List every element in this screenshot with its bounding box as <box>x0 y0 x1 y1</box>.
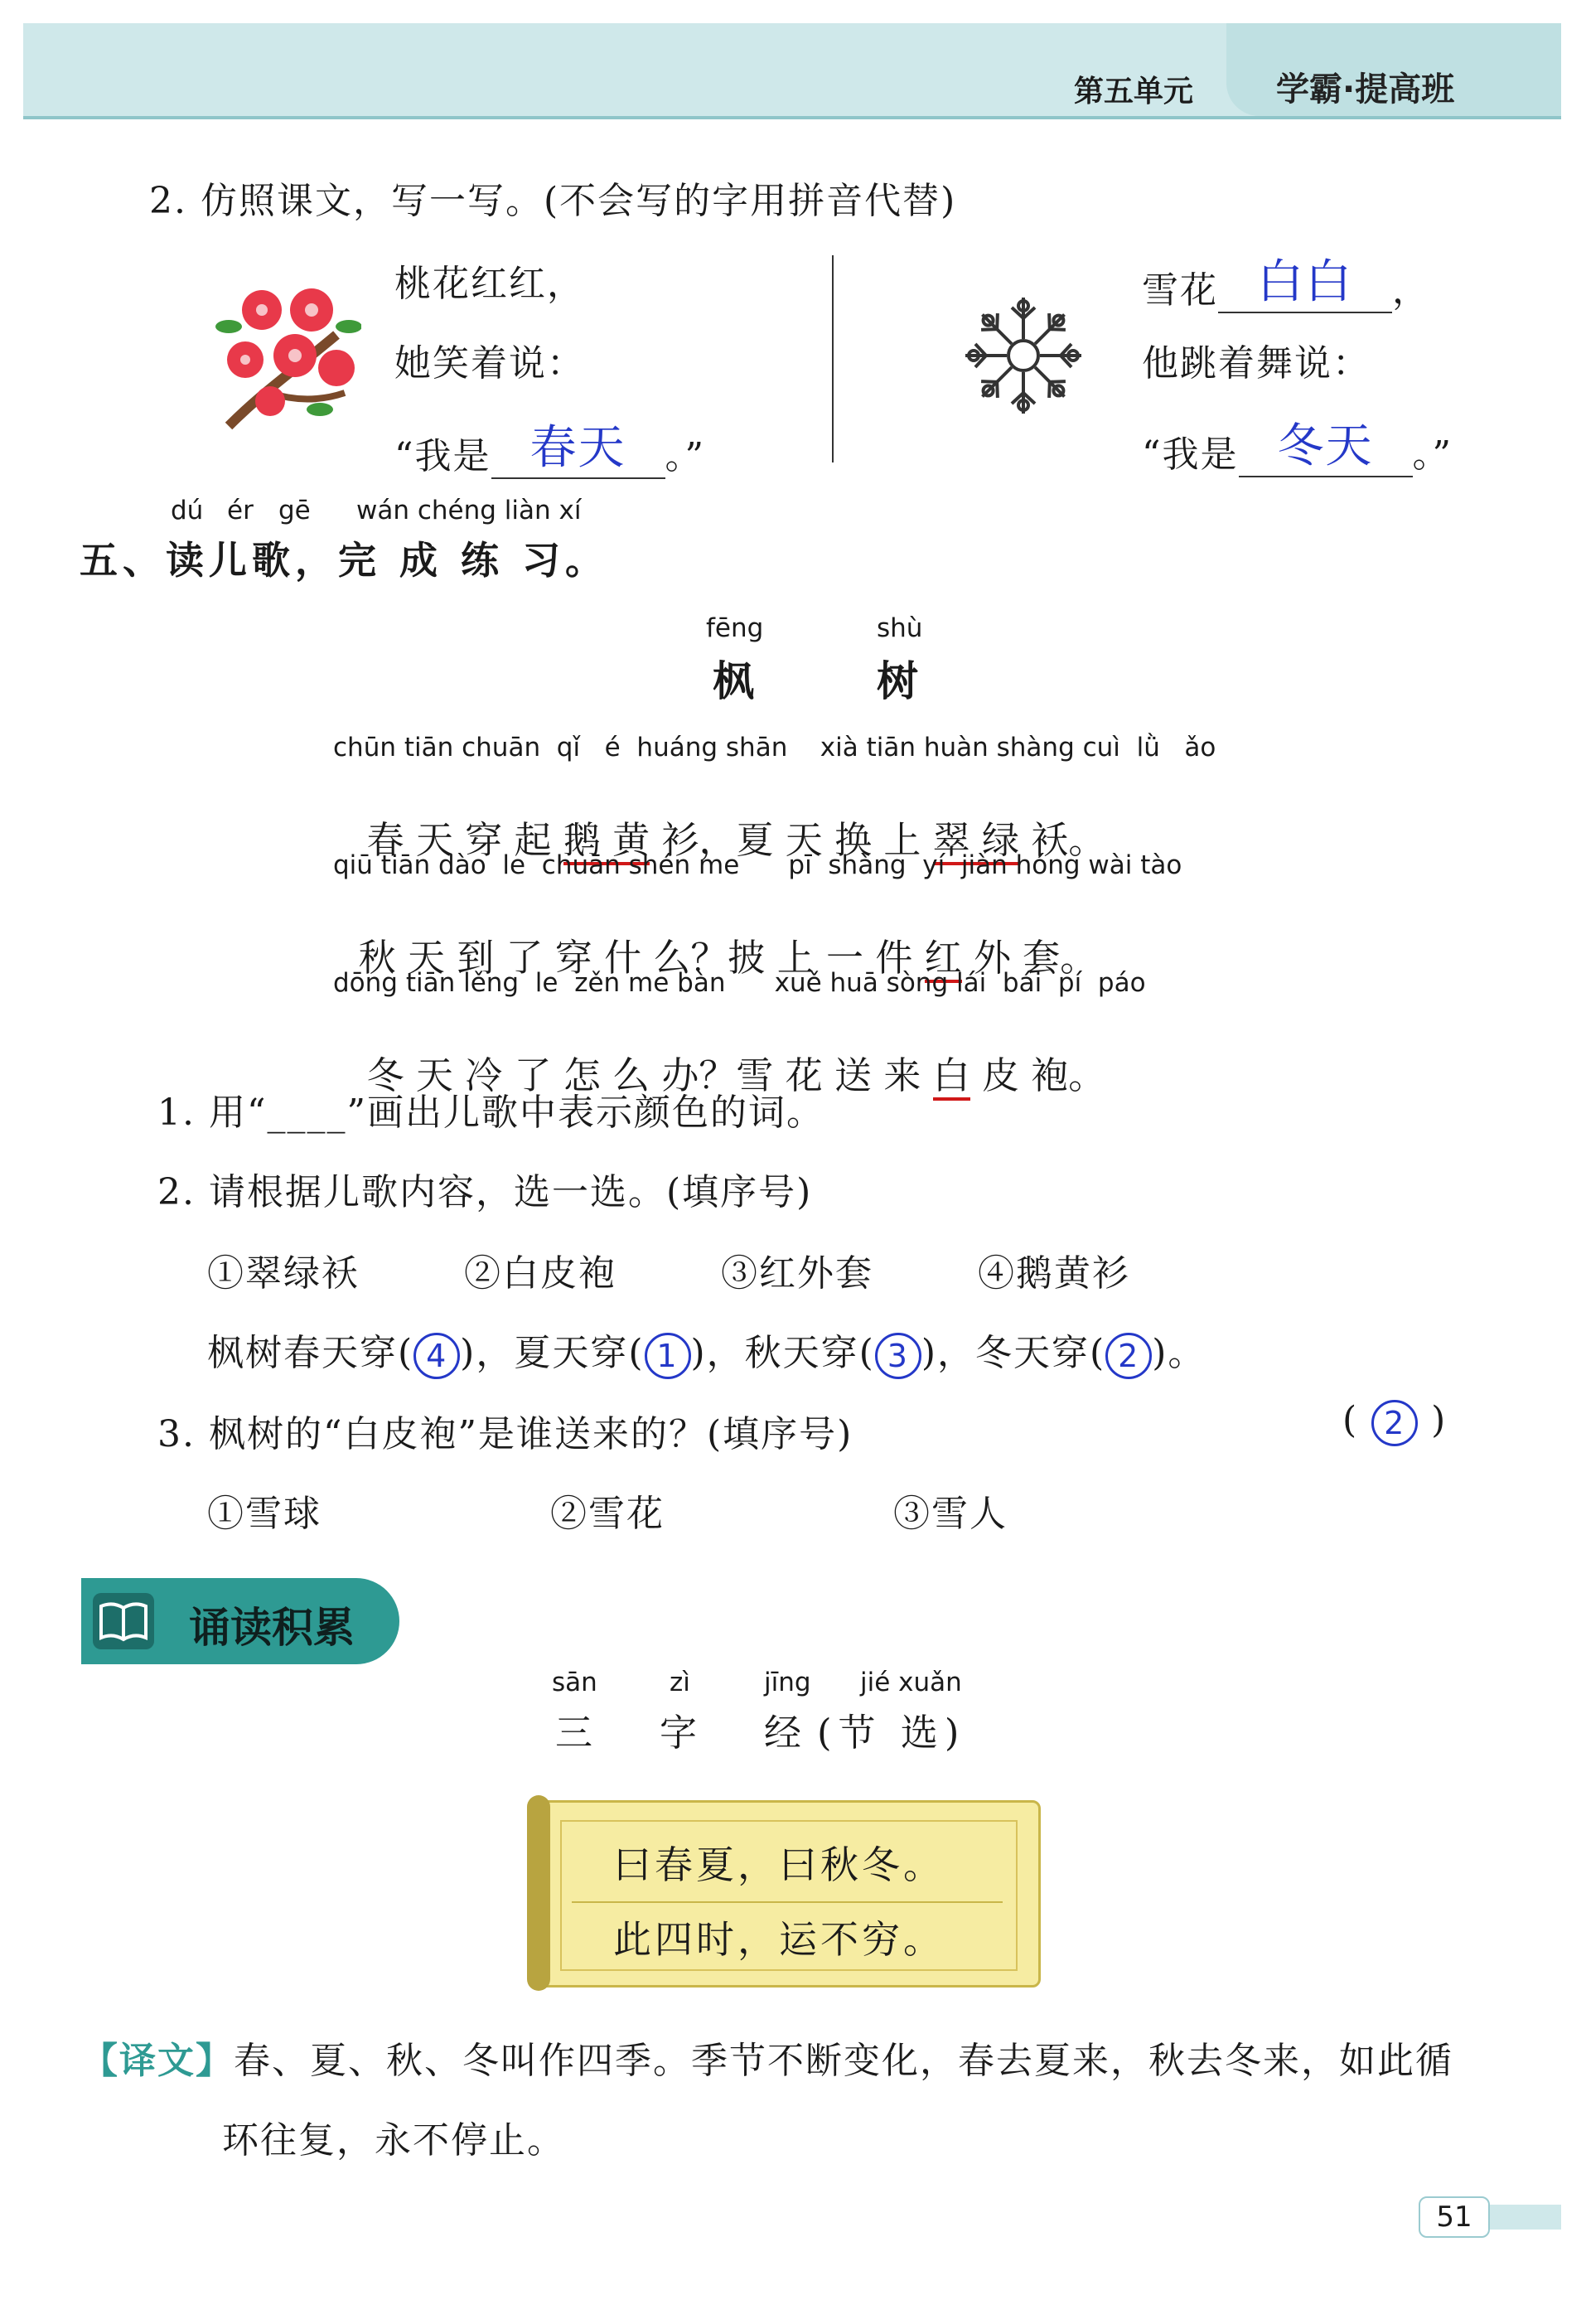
q2-prompt: 2. 仿照课文，写一写。(不会写的字用拼音代替) <box>149 180 957 222</box>
answer-autumn-choice: 3 <box>875 1333 921 1379</box>
poem-line3: 冬 天 冷 了 怎 么 办？雪 花 送 来 白 皮 袍。 <box>343 1001 1105 1099</box>
answer-winter: 冬天 <box>1277 419 1374 473</box>
scroll-rod <box>527 1795 550 1991</box>
brand-label: 学霸·提高班 <box>1276 70 1455 109</box>
translation-line-1: 【译文】春、夏、秋、冬叫作四季。季节不断变化，春去夏来，秋去冬来，如此循 <box>81 2040 1453 2082</box>
divider <box>832 255 834 462</box>
heading-pinyin-2: ér <box>227 496 254 525</box>
q2-option-3: ③红外套 <box>721 1252 873 1295</box>
right-line1: 雪花 白白 ， <box>1142 245 1430 313</box>
title-pinyin-shu: shù <box>877 613 923 643</box>
right-line2: 他跳着舞说： <box>1142 342 1371 385</box>
poem-line2: 秋 天 到 了 穿 什 么？披 上 一 件 红 外 套。 <box>335 884 1097 981</box>
heading-pinyin-4: wán chéng liàn xí <box>356 496 582 525</box>
answer-spring-choice: 4 <box>413 1333 460 1379</box>
sz-pinyin-4: jié xuǎn <box>860 1668 962 1697</box>
underline-red: 红 <box>925 936 962 983</box>
left-line3: “我是 春天 。” <box>394 411 705 479</box>
verse-line-1: 曰春夏，曰秋冬。 <box>613 1842 945 1887</box>
section5-heading: 五、读儿歌，完 成 练 习。 <box>80 538 609 583</box>
q3-answer-box: ( 2 ) <box>1342 1399 1447 1446</box>
title-pinyin-feng: fēng <box>706 613 764 643</box>
sz-pinyin-2: zì <box>670 1668 690 1697</box>
poem-line2-pinyin: qiū tiān dào le chuān shén me pī shàng yí jiàn hóng wài tào <box>333 850 1182 880</box>
underline-emerald: 翠 绿 <box>933 818 1019 865</box>
sz-pinyin-3: jīng <box>764 1668 811 1697</box>
left-line2: 她笑着说： <box>394 342 585 385</box>
underline-white: 白 <box>933 1053 970 1101</box>
underline-goose-yellow: 鹅 黄 <box>563 818 650 865</box>
recite-tag-label: 诵读积累 <box>189 1604 355 1652</box>
q3-option-3: ③雪人 <box>893 1493 1008 1535</box>
header-rule <box>23 116 1561 119</box>
translation-line-2: 环往复，永不停止。 <box>222 2119 565 2162</box>
question-2: 2. 请根据儿歌内容，选一选。(填序号) <box>157 1171 813 1213</box>
answer-spring: 春天 <box>529 421 626 475</box>
q3-option-1: ①雪球 <box>207 1493 322 1535</box>
question-1: 1. 用“____”画出儿歌中表示颜色的词。 <box>157 1092 824 1134</box>
left-line1: 桃花红红， <box>394 263 585 305</box>
sz-title-1: 三 <box>555 1711 593 1755</box>
heading-pinyin-3: gē <box>278 496 311 525</box>
right-line3: “我是 冬天 。” <box>1142 409 1453 477</box>
q2-option-4: ④鹅黄衫 <box>978 1252 1130 1295</box>
title-feng: 枫 <box>713 656 754 705</box>
answer-summer-choice: 1 <box>645 1333 691 1379</box>
heading-pinyin-1: dú <box>171 496 204 525</box>
sz-pinyin-1: sān <box>552 1668 597 1697</box>
unit-label: 第五单元 <box>1074 75 1194 109</box>
q2-fill-line: 枫树春天穿( 4 )，夏天穿( 1 )，秋天穿( 3 )，冬天穿( 2 )。 <box>207 1323 1206 1379</box>
poem-line1: 春 天 穿 起 鹅 黄 衫，夏 天 换 上 翠 绿 袄。 <box>343 766 1105 864</box>
q3-option-2: ②雪花 <box>550 1493 665 1535</box>
scroll-divider <box>572 1901 1003 1903</box>
sz-title-3: 经 <box>764 1711 802 1755</box>
answer-white: 白白 <box>1257 255 1353 309</box>
sz-title-4: (节 选) <box>817 1711 966 1755</box>
title-shu: 树 <box>877 656 918 705</box>
q2-option-2: ②白皮袍 <box>464 1252 617 1295</box>
peach-blossom-icon <box>212 277 361 434</box>
poem-line3-pinyin: dōng tiān lěng le zěn me bàn xuě huā sòng lái bái pí páo <box>333 968 1146 998</box>
book-icon <box>93 1593 154 1649</box>
page-number: 51 <box>1419 2196 1490 2238</box>
answer-q3: 2 <box>1371 1400 1418 1446</box>
translation-label: 【译文】 <box>81 2040 234 2082</box>
sz-title-2: 字 <box>660 1711 698 1755</box>
q2-option-1: ①翠绿袄 <box>207 1252 360 1295</box>
verse-line-2: 此四时，运不穷。 <box>613 1917 945 1962</box>
poem-line1-pinyin: chūn tiān chuān qǐ é huáng shān xià tiān huàn shàng cuì lǜ ǎo <box>333 733 1216 763</box>
answer-winter-choice: 2 <box>1105 1333 1152 1379</box>
page-number-bar <box>1487 2205 1561 2230</box>
question-3: 3. 枫树的“白皮袍”是谁送来的？(填序号) <box>157 1413 853 1455</box>
snowflake-icon <box>961 293 1086 418</box>
